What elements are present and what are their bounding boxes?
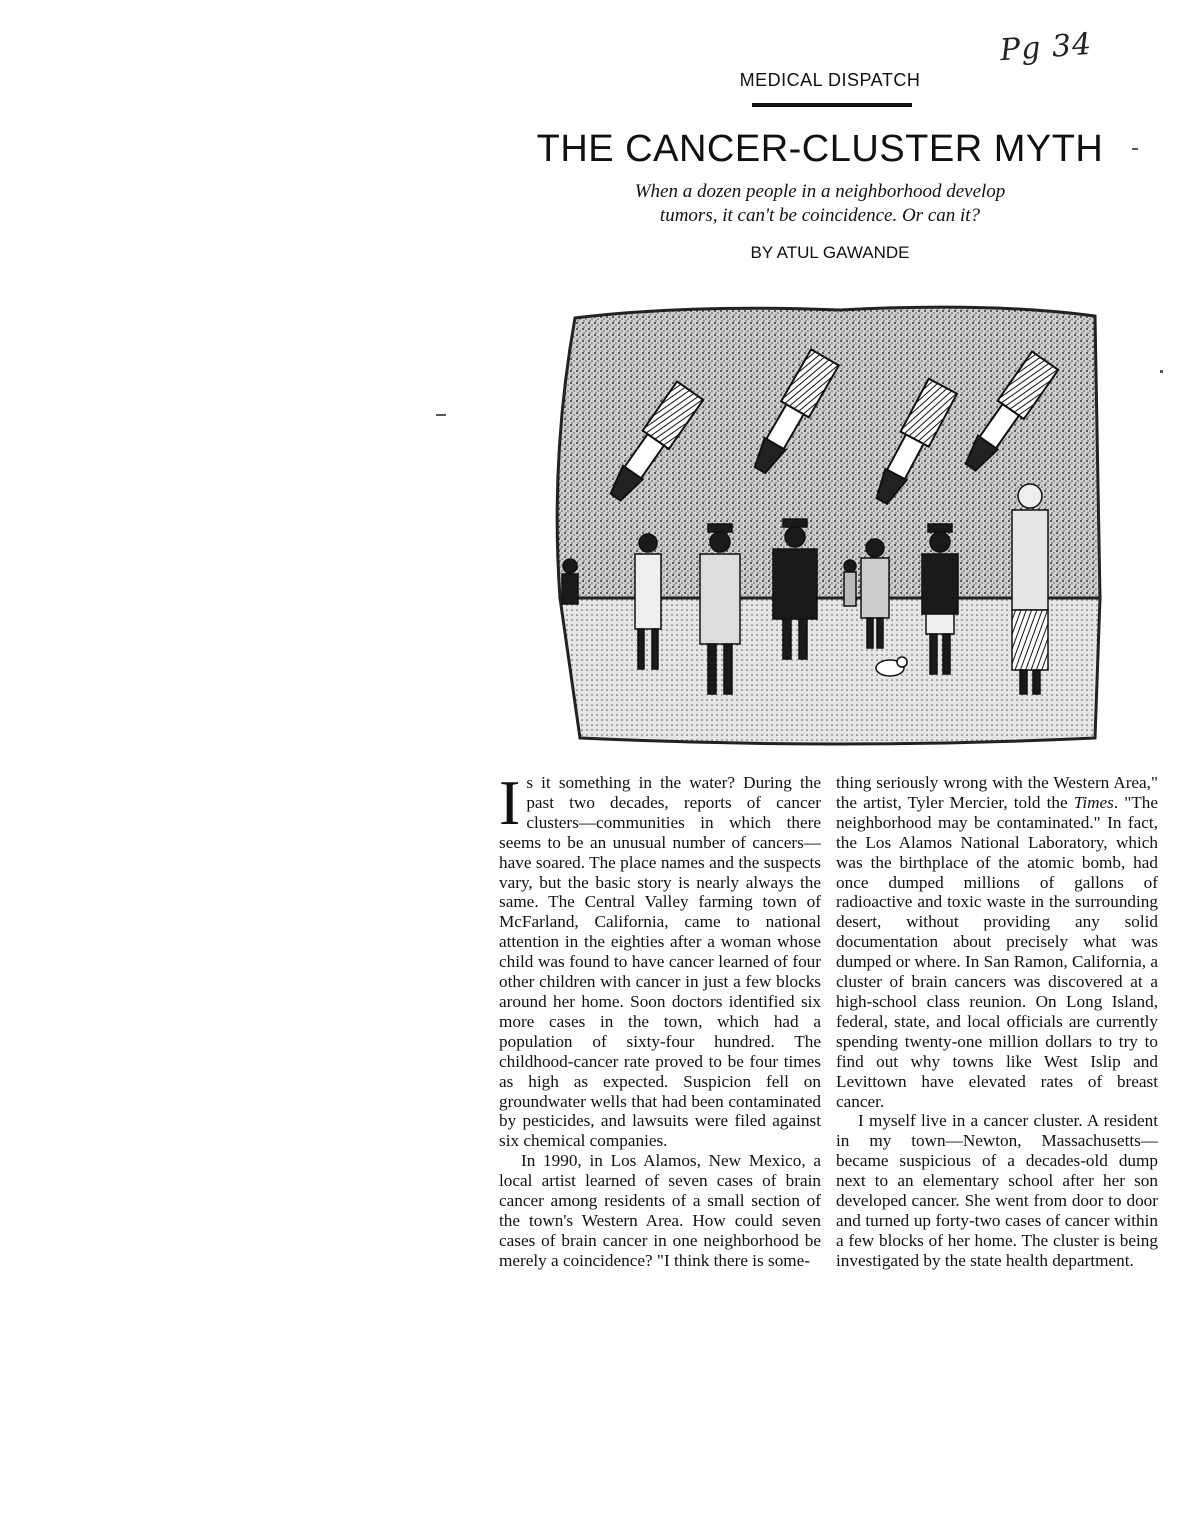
dek-line-1: When a dozen people in a neighborhood develop <box>634 181 1006 202</box>
paragraph <box>499 767 821 1151</box>
paragraph-text: . "The neighborhood may be contaminated." In fact, the Los Alamos National Laboratory, which was the birthplace of the atomic bomb, had once dumped millions of gallons of radioactive and toxic waste in the surrounding desert, without providing any solid documentation about precisely what was dumped or where. In San Ramon, California, a cluster of brain cancers was discovered at a high-school class reunion. On Long Island, federal, state, and local officials are currently spending twenty-one million dollars to try to find out why towns like West Islip and Levittown have elevated rates of breast cancer. <box>836 792 1158 1111</box>
drop-cap: I <box>499 767 521 838</box>
article-illustration <box>540 298 1110 754</box>
dek-line-2: tumors, it can't be coincidence. Or can it? <box>659 205 981 226</box>
article-title: THE CANCER-CLUSTER MYTH <box>536 128 1104 170</box>
paragraph-text: s it something in the water? During the past two decades, reports of cancer clusters—communities in which there seems to be an unusual number of cancers—have soared. The place names and the suspects vary, but the basic story is nearly always the same. The Central Valley farming town of McFarland, California, came to national attention in the eighties after a woman whose child was found to have cancer learned of four other children with cancer in just a few blocks around her home. Soon doctors identified six more cases in the town, which had a population of sixty-four hundred. The childhood-cancer rate proved to be four times as high as expected. Suspicion fell on groundwater wells that had been contaminated by pesticides, and lawsuits were filed against six chemical companies. <box>499 773 821 1151</box>
paragraph-text: thing seriously wrong with the Western Area," the artist, Tyler Mercier, told the <box>836 773 1158 812</box>
scan-mark <box>1160 370 1163 373</box>
scan-mark <box>436 414 446 416</box>
article-dek <box>560 180 1080 228</box>
article-column-left <box>499 767 821 1271</box>
title-rule <box>752 103 912 107</box>
paragraph: In 1990, in Los Alamos, New Mexico, a local artist learned of seven cases of brain cancer among residents of a small section of the town's Western Area. How could seven cases of brain cancer in one neighborhood be merely a coincidence? "I think there is some- <box>499 1151 821 1270</box>
paragraph: I myself live in a cancer cluster. A resident in my town—Newton, Massachusetts—became suspicious of a decades-old dump next to an elementary school after her son developed cancer. She went from door to door and turned up forty-two cases of cancer within a few blocks of her home. The cluster is being investigated by the state health department. <box>836 1111 1158 1270</box>
paragraph <box>836 773 1158 1111</box>
section-label: MEDICAL DISPATCH <box>739 70 921 90</box>
handwritten-page-note: Pg 34 <box>998 26 1094 69</box>
publication-name: Times <box>1073 792 1114 812</box>
article-column-right <box>836 773 1158 1271</box>
scan-mark <box>1132 148 1138 150</box>
byline: BY ATUL GAWANDE <box>750 243 910 262</box>
